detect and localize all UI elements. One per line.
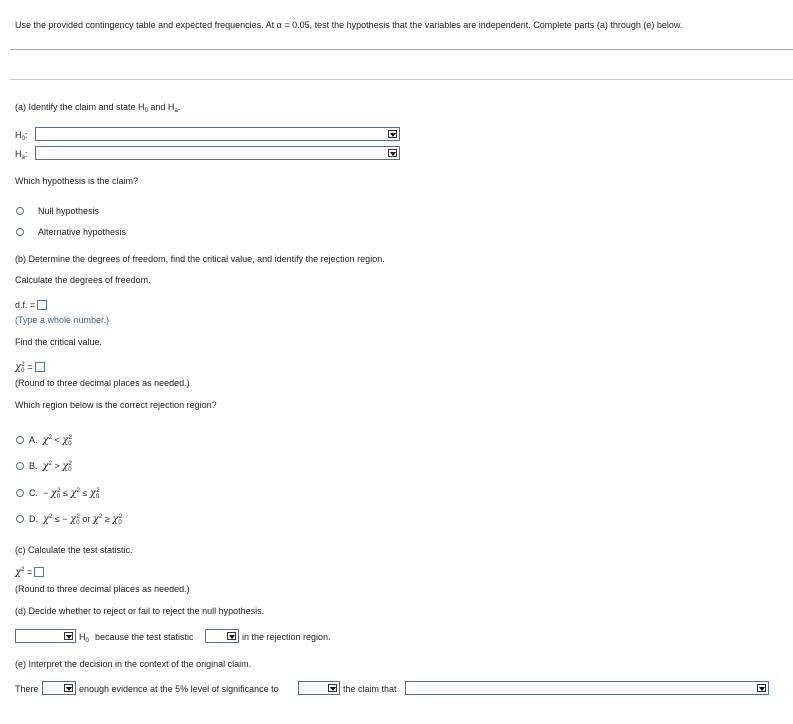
h0-label: $H_0$: <box>15 130 28 142</box>
reject-decision-dropdown[interactable] <box>15 629 76 643</box>
part-a-prompt: (a) Identify the claim and state $H_0$ and $H_a$. <box>15 102 181 114</box>
part-d-prompt: (d) Decide whether to reject or fail to reject the null hypothesis. <box>15 606 265 616</box>
divider-top <box>10 49 793 50</box>
claim-question: Which hypothesis is the claim? <box>15 176 139 186</box>
chevron-down-icon <box>388 130 397 138</box>
radio-choice-d[interactable] <box>16 515 24 523</box>
test-statistic-input[interactable] <box>34 567 44 577</box>
df-row: d.f. = <box>15 300 47 310</box>
choice-d: D. $\chi^2$ ≤ − $\chi_0^2$ or $\chi^2 \ge \chi_0^2$ <box>29 514 123 526</box>
part-e-end: the claim that <box>343 684 397 694</box>
ha-dropdown[interactable] <box>35 146 400 160</box>
option-alternative-label: Alternative hypothesis <box>38 227 127 237</box>
radio-choice-b[interactable] <box>16 462 24 470</box>
critical-value-input[interactable] <box>35 362 45 372</box>
region-question: Which region below is the correct rejection region? <box>15 400 217 410</box>
part-d-h0: $H_0$ <box>79 632 89 644</box>
claim-statement-dropdown[interactable] <box>405 681 769 695</box>
part-e-there: There <box>15 684 39 694</box>
part-b-prompt: (b) Determine the degrees of freedom, find the critical value, and identify the rejection region. <box>15 254 385 264</box>
chevron-down-icon <box>757 684 766 692</box>
ha-label: $H_a$: <box>15 149 28 161</box>
part-d-middle: because the test statistic <box>95 632 194 642</box>
part-e-middle: enough evidence at the 5% level of significance to <box>79 684 279 694</box>
choice-c: C. − $\chi_0^2 \le \chi^2 \le \chi_0^2$ <box>29 488 100 500</box>
chevron-down-icon <box>328 684 337 692</box>
h0-dropdown[interactable] <box>35 127 400 141</box>
part-e-prompt: (e) Interpret the decision in the context of the original claim. <box>15 659 252 669</box>
chevron-down-icon <box>227 632 236 640</box>
cv-row: $\chi_0^2$ = <box>15 362 45 374</box>
part-c-prompt: (c) Calculate the test statistic. <box>15 545 133 555</box>
radio-choice-a[interactable] <box>16 436 24 444</box>
claim-action-dropdown[interactable] <box>298 681 340 695</box>
df-input[interactable] <box>37 300 47 310</box>
radio-null-hypothesis[interactable] <box>16 207 24 215</box>
radio-choice-c[interactable] <box>16 489 24 497</box>
part-c-hint: (Round to three decimal places as needed.) <box>15 584 190 594</box>
df-prompt: Calculate the degrees of freedom. <box>15 275 151 285</box>
evidence-dropdown[interactable] <box>42 681 76 695</box>
chevron-down-icon <box>64 684 73 692</box>
choice-a: A. $\chi^2 < \chi_0^2$ <box>29 435 72 447</box>
instructions: Use the provided contingency table and expected frequencies. At α = 0.05, test the hypothesis that the variables are independent. Complete parts (a) through (e) below. <box>15 20 683 30</box>
part-d-end: in the rejection region. <box>242 632 331 642</box>
cv-hint: (Round to three decimal places as needed.) <box>15 378 190 388</box>
divider-bottom <box>10 79 793 80</box>
test-stat-row: $\chi^2$ = <box>15 567 44 578</box>
df-hint: (Type a whole number.) <box>15 315 110 325</box>
test-statistic-location-dropdown[interactable] <box>205 629 239 643</box>
chevron-down-icon <box>388 149 397 157</box>
option-null-label: Null hypothesis <box>38 206 100 216</box>
chevron-down-icon <box>64 632 73 640</box>
radio-alternative-hypothesis[interactable] <box>16 228 24 236</box>
cv-prompt: Find the critical value. <box>15 337 103 347</box>
choice-b: B. $\chi^2 > \chi_0^2$ <box>29 461 72 473</box>
